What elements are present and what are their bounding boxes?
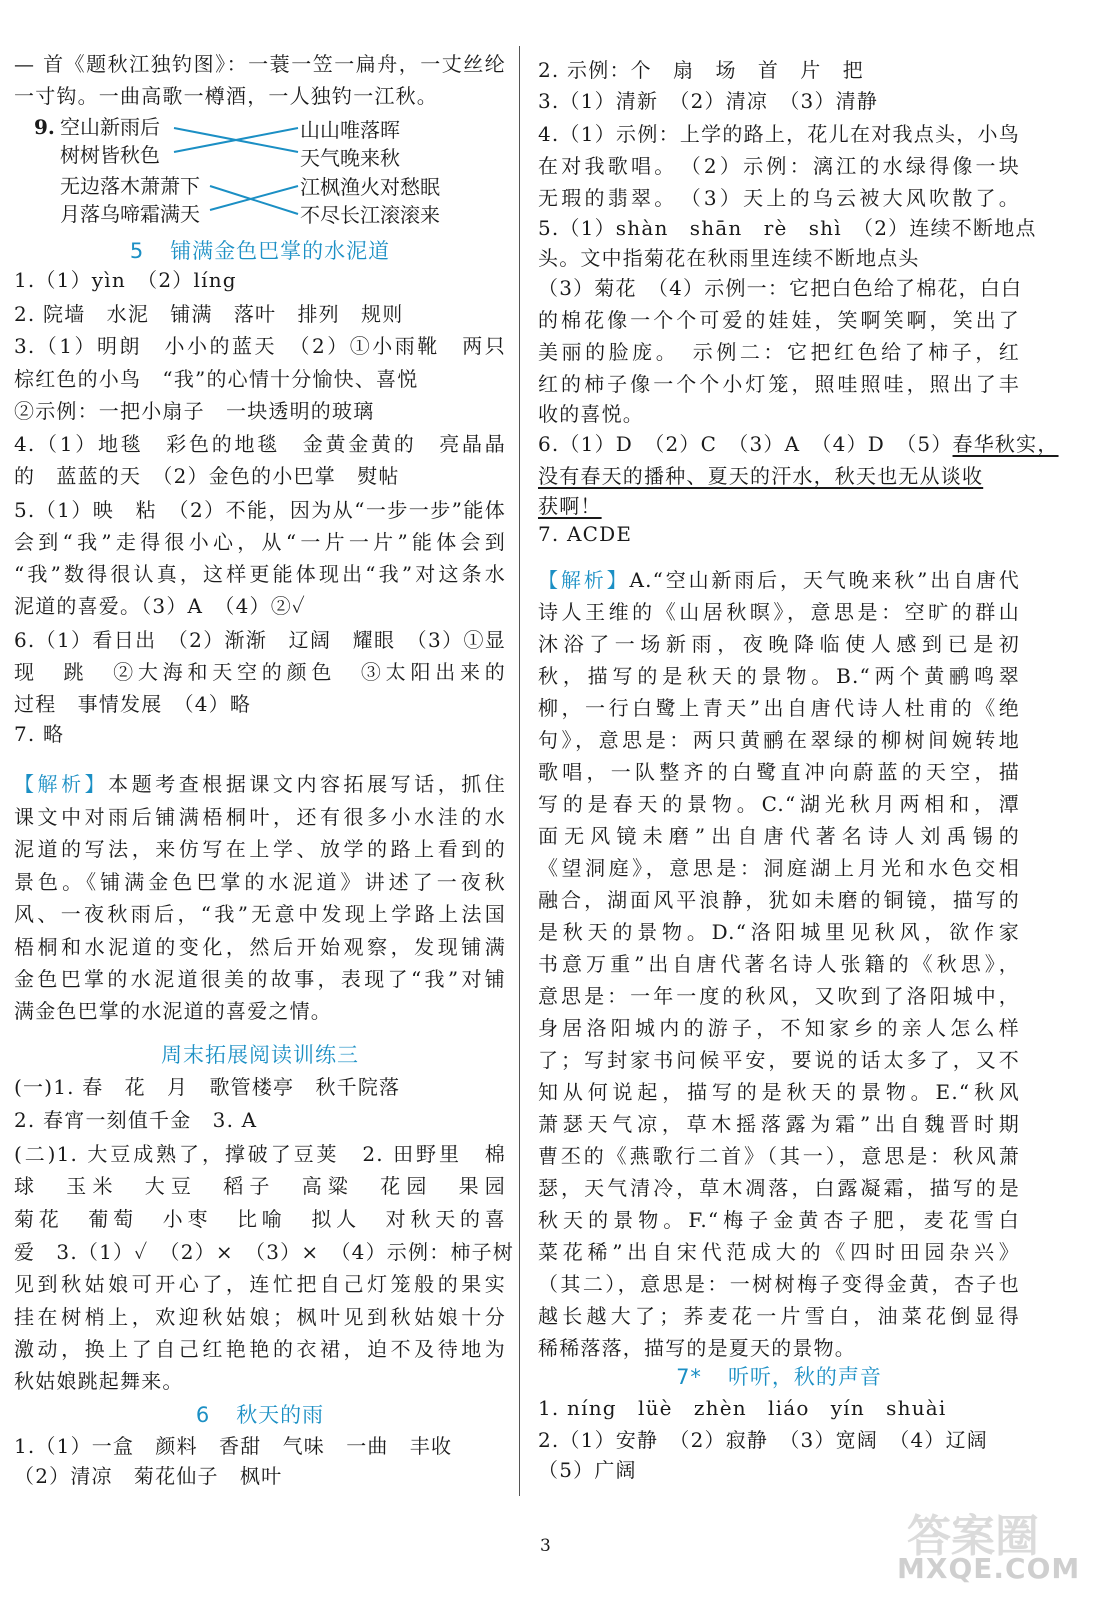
- weekend-line: 挂在树梢上，欢迎秋姑娘；枫叶见到秋姑娘十分: [14, 1305, 506, 1329]
- s5-analysis-line: 风、一夜秋雨后，“我”无意中发现上学路上法国: [14, 902, 506, 926]
- r-line: 4.（1）示例：上学的路上，花儿在对我点头，小鸟: [538, 122, 1020, 146]
- s5-line: “我”数得很认真，这样更能体现出“我”对这条水: [14, 562, 506, 586]
- s6-line: 1.（1）一盒 颜料 香甜 气味 一曲 丰收: [14, 1434, 453, 1458]
- r-analysis-line: 写的是春天的景物。C.“湖光秋月两相和，潭: [538, 792, 1020, 816]
- s5-analysis-line-1: [14, 770, 506, 798]
- section-5-title: 铺满金色巴掌的水泥道: [170, 239, 391, 263]
- q7-line: 7. ACDE: [538, 522, 633, 546]
- section-5-number: 5: [129, 239, 145, 263]
- intro-line-2: 一寸钩。一曲高歌一樽酒，一人独钓一江秋。: [14, 84, 438, 108]
- r-analysis-line: 曹丕的《燕歌行二首》（其一），意思是：秋风萧: [538, 1144, 1020, 1168]
- r-line: 无瑕的翡翠。 （3）天上的乌云被大风吹散了。: [538, 186, 1020, 210]
- s7-line: （5）广阔: [538, 1458, 637, 1482]
- q9-right-4: 不尽长江滚滚来: [300, 203, 440, 227]
- q6-underlined-2: 没有春天的播种、夏天的汗水，秋天也无从谈收: [538, 464, 984, 488]
- r-line: 在对我歌唱。 （2）示例：漓江的水绿得像一块: [538, 154, 1020, 178]
- s5-line: 6.（1）看日出 （2）渐渐 辽阔 耀眼 （3）①显: [14, 628, 506, 652]
- watermark-logo: [895, 1500, 1085, 1595]
- s7-line: 1. níng lüè zhèn liáo yín shuài: [538, 1396, 947, 1420]
- r-analysis-line: 沐浴了一场新雨，夜晚降临使人感到已是初: [538, 632, 1020, 656]
- section-6-heading: [14, 1400, 506, 1430]
- r-analysis-line: 秋天的景物。F.“梅子金黄杏子肥，麦花雪白: [538, 1208, 1020, 1232]
- s7-line: 2.（1）安静 （2）寂静 （3）宽阔 （4）辽阔: [538, 1428, 988, 1452]
- s6-line: （2）清凉 菊花仙子 枫叶: [14, 1464, 283, 1488]
- q6-line-3: [538, 492, 602, 520]
- section-6-title: 秋天的雨: [236, 1403, 325, 1427]
- weekend-line: 爱 3.（1）✓ （2）× （3）× （4）示例：柿子树: [14, 1240, 514, 1264]
- s5-line: 7. 略: [14, 722, 65, 746]
- weekend-line: 菊花 葡萄 小枣 比喻 拟人 对秋天的喜: [14, 1207, 506, 1231]
- r-analysis-line: 身居洛阳城内的游子，不知家乡的亲人怎么样: [538, 1016, 1020, 1040]
- r-analysis-line: 句》，意思是：两只黄鹂在翠绿的柳树间婉转地: [538, 728, 1020, 752]
- q9-left-3: 无边落木萧萧下: [60, 174, 200, 198]
- section-7-title: 听听，秋的声音: [727, 1365, 882, 1389]
- r-analysis-line: 诗人王维的《山居秋暝》，意思是：空旷的群山: [538, 600, 1020, 624]
- r-analysis-line: （其二），意思是：一树树梅子变得金黄，杏子也: [538, 1272, 1020, 1296]
- r-analysis-line: 融合，湖面风平浪静，犹如未磨的铜镜，描写的: [538, 888, 1020, 912]
- r-analysis-line: 意思是：一年一度的秋风，又吹到了洛阳城中，: [538, 984, 1020, 1008]
- weekend-line: 激动，换上了自己红艳艳的衣裙，迫不及待地为: [14, 1337, 506, 1361]
- intro-line-1: — 首《题秋江独钓图》：一蓑一笠一扁舟，一丈丝纶: [14, 52, 506, 76]
- analysis-tag: 【解析】: [538, 568, 630, 592]
- s5-analysis-line: 满金色巴掌的水泥道的喜爱之情。: [14, 999, 332, 1023]
- weekend-line: 2. 春宵一刻值千金 3. A: [14, 1108, 258, 1132]
- s5-line: 1.（1）yìn （2）líng: [14, 268, 237, 292]
- r-analysis-line: 柳，一行白鹭上青天”出自唐代诗人杜甫的《绝: [538, 696, 1020, 720]
- r-line: 收的喜悦。: [538, 402, 644, 426]
- s5-line: 2. 院墙 水泥 铺满 落叶 排列 规则: [14, 302, 404, 326]
- s5-analysis-line: 梧桐和水泥道的变化，然后开始观察，发现铺满: [14, 935, 506, 959]
- s5-line: 过程 事情发展 （4）略: [14, 692, 252, 716]
- s5-line: 会到“我”走得很小心，从“一片一片”能体会到: [14, 530, 506, 554]
- r-line: 5.（1）shàn shān rè shì （2）连续不断地点: [538, 216, 1037, 240]
- r-analysis-line: 瑟，天气清冷，草木凋落，白露凝霜，描写的是: [538, 1176, 1020, 1200]
- r-analysis-line: 面无风镜未磨”出自唐代著名诗人刘禹锡的: [538, 824, 1020, 848]
- q9-left-1: 空山新雨后: [60, 115, 160, 139]
- section-5-heading: [14, 236, 506, 266]
- r-analysis-line: 萧瑟天气凉，草木摇落露为霜”出自魏晋时期: [538, 1112, 1020, 1136]
- q6-underlined-1: 春华秋实，: [952, 432, 1059, 456]
- r-analysis-line: 《望洞庭》，意思是：洞庭湖上月光和水色交相: [538, 856, 1020, 880]
- watermark-url: MXQE.COM: [897, 1552, 1081, 1585]
- section-6-number: 6: [195, 1403, 211, 1427]
- q9-number: 9.: [34, 115, 55, 139]
- weekend-line: 球 玉米 大豆 稻子 高粱 花园 果园: [14, 1174, 506, 1198]
- r-line: 的棉花像一个个可爱的娃娃，笑啊笑啊，笑出了: [538, 308, 1020, 332]
- s5-line: 3.（1）明朗 小小的蓝天 （2）①小雨靴 两只: [14, 334, 506, 358]
- s5-analysis-line: 泥道的写法，来仿写在上学、放学的路上看到的: [14, 837, 506, 861]
- q6-prefix: 6.（1）D （2）C （3）A （4）D （5）: [538, 432, 953, 456]
- section-7-number: 7*: [676, 1365, 702, 1389]
- r-analysis-line-1: [538, 566, 1020, 594]
- r-analysis-line: 菜花稀”出自宋代范成大的《四时田园杂兴》: [538, 1240, 1020, 1264]
- watermark-mark: 答案圈: [907, 1511, 1039, 1562]
- s5-line: 泥道的喜爱。（3）A （4）②✓: [14, 594, 306, 618]
- q6-line-2: [538, 462, 983, 490]
- s5-line: ②示例：一把小扇子 一块透明的玻璃: [14, 399, 375, 423]
- q6-line-1: [538, 430, 1059, 458]
- r-line: 红的柿子像一个个小灯笼，照哇照哇，照出了丰: [538, 372, 1020, 396]
- s5-analysis-line: 金色巴掌的水泥道很美的故事，表现了“我”对铺: [14, 967, 506, 991]
- analysis-text: A.“空山新雨后，天气晚来秋”出自唐代: [629, 568, 1020, 592]
- r-line: （3）菊花 （4）示例一：它把白色给了棉花，白白: [538, 276, 1023, 300]
- r-line: 头。文中指菊花在秋雨里连续不断地点头: [538, 246, 920, 270]
- r-analysis-line: 歌唱，一队整齐的白鹭直冲向蔚蓝的天空，描: [538, 760, 1020, 784]
- r-line: 2. 示例：个 扇 场 首 片 把: [538, 58, 864, 82]
- s5-line: 现 跳 ②大海和天空的颜色 ③太阳出来的: [14, 660, 506, 684]
- weekend-line: 秋姑娘跳起舞来。: [14, 1369, 184, 1393]
- q9-right-1: 山山唯落晖: [300, 118, 400, 142]
- weekend-heading: 周末拓展阅读训练三: [161, 1043, 359, 1067]
- r-analysis-line: 秋，描写的是秋天的景物。B.“两个黄鹂鸣翠: [538, 664, 1020, 688]
- q9-left-4: 月落乌啼霜满天: [60, 202, 200, 226]
- s5-line: 5.（1）映 粘 （2）不能，因为从“一步一步”能体: [14, 498, 506, 522]
- weekend-line: (二)1. 大豆成熟了，撑破了豆荚 2. 田野里 棉: [14, 1142, 506, 1166]
- s5-analysis-line: 景色。《铺满金色巴掌的水泥道》讲述了一夜秋: [14, 870, 506, 894]
- q9-right-2: 天气晚来秋: [300, 146, 400, 170]
- column-divider: [519, 46, 520, 1496]
- q9-left-2: 树树皆秋色: [60, 143, 160, 167]
- r-line: 美丽的脸庞。 示例二：它把红色给了柿子，红: [538, 340, 1020, 364]
- r-analysis-line: 是秋天的景物。D.“洛阳城里见秋风，欲作家: [538, 920, 1020, 944]
- s5-analysis-line: 课文中对雨后铺满梧桐叶，还有很多小水洼的水: [14, 805, 506, 829]
- s5-line: 棕红色的小鸟 “我”的心情十分愉快、喜悦: [14, 367, 419, 391]
- analysis-text: 本题考查根据课文内容拓展写话，抓住: [108, 772, 506, 796]
- weekend-line: 见到秋姑娘可开心了，连忙把自己灯笼般的果实: [14, 1272, 506, 1296]
- r-line: 3.（1）清新 （2）清凉 （3）清静: [538, 89, 879, 113]
- q6-underlined-3: 获啊！: [538, 494, 602, 518]
- r-analysis-line: 稀稀落落，描写的是夏天的景物。: [538, 1336, 856, 1360]
- r-analysis-line: 知从何说起，描写的是秋天的景物。E.“秋风: [538, 1080, 1020, 1104]
- r-analysis-line: 越长越大了；荞麦花一片雪白，油菜花倒显得: [538, 1304, 1020, 1328]
- analysis-tag: 【解析】: [14, 772, 109, 796]
- page-number: 3: [540, 1536, 551, 1556]
- r-analysis-line: 书意万重”出自唐代著名诗人张籍的《秋思》，: [538, 952, 1020, 976]
- q9-match-lines: [14, 100, 314, 240]
- r-analysis-line: 了；写封家书问候平安，要说的话太多了，又不: [538, 1048, 1020, 1072]
- s5-line: 4.（1）地毯 彩色的地毯 金黄金黄的 亮晶晶: [14, 432, 506, 456]
- section-7-heading: [538, 1362, 1020, 1392]
- s5-line: 的 蓝蓝的天 （2）金色的小巴掌 熨帖: [14, 464, 400, 488]
- q9-right-3: 江枫渔火对愁眠: [300, 175, 440, 199]
- weekend-line: (一)1. 春 花 月 歌管楼亭 秋千院落: [14, 1075, 401, 1099]
